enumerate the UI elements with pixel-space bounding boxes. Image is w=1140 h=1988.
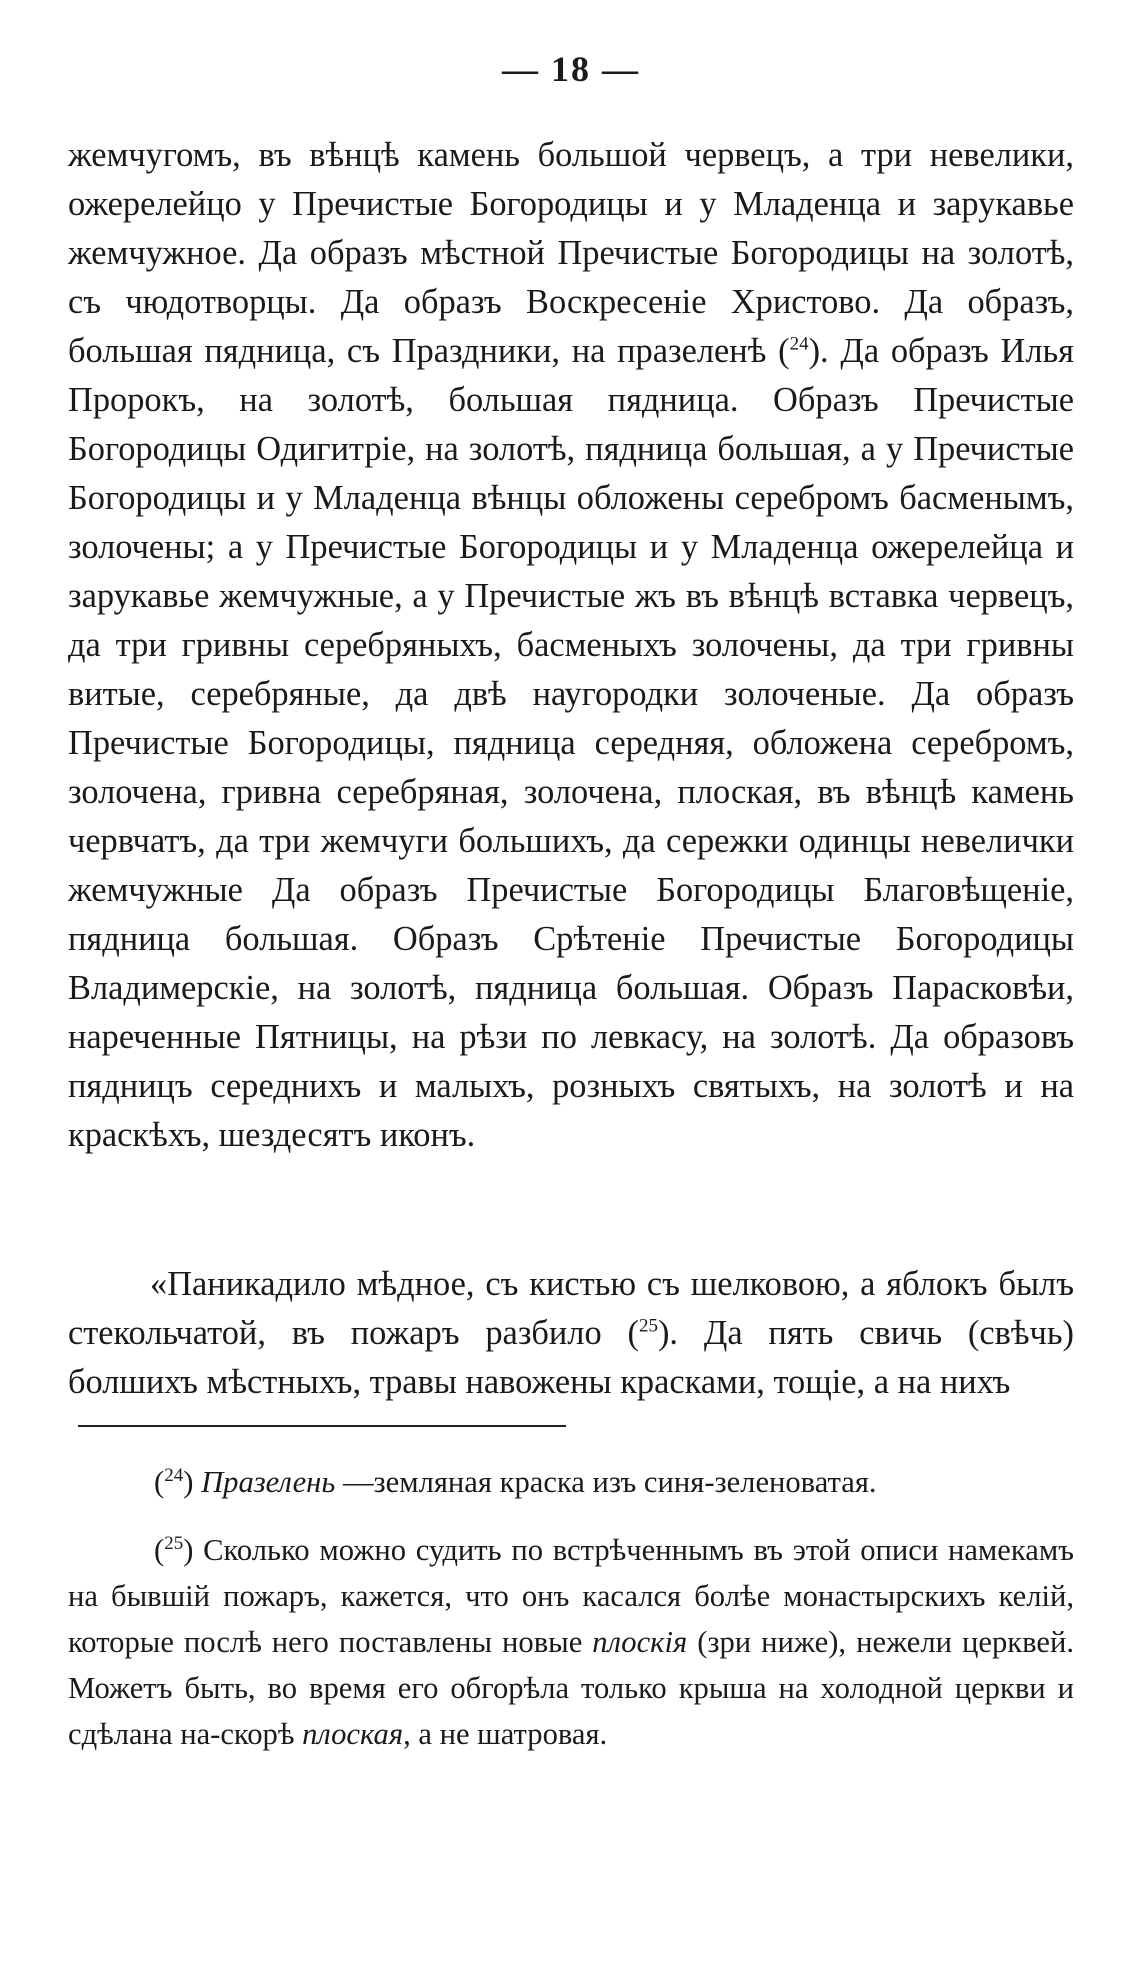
footnote-italic-term: плоскія (592, 1625, 688, 1659)
footnote-term: Празелень (201, 1465, 336, 1499)
footnote-number: 25 (164, 1532, 184, 1554)
paragraph-text: «Паникадило мѣдное, съ кистью съ шелковою, а яблокъ былъ стекольчатой, въ пожаръ разбило ( (68, 1265, 1074, 1352)
footnote-text: —земляная краска изъ синя-зеленоватая. (335, 1465, 877, 1499)
page-number: — 18 — (502, 49, 640, 89)
footnote-24 (68, 1459, 1074, 1505)
paragraph-text-continued: ). Да пять свичь (свѣчь) болшихъ мѣстныхъ, травы навожены красками, тощіе, а на нихъ (68, 1314, 1074, 1401)
footnote-number: 24 (164, 1464, 184, 1486)
footnote-paren-close: ) (183, 1533, 194, 1567)
footnote-reference-25[interactable]: 25 (638, 1315, 658, 1337)
footnote-25 (68, 1527, 1074, 1757)
footnote-paren-open: ( (154, 1465, 165, 1499)
paragraph-text-continued: ). Да образъ Илья Пророкъ, на золотѣ, большая пядница. Образъ Пречистые Богородицы Одигитріе, на золотѣ, пядница большая, а у Пречистые Богородицы и у Младенца вѣнцы обложены серебромъ басменымъ, золочены; а у Пречистые Богородицы и у Младенца ожерелейца и зарукавье жемчужные, а у Пречистые жъ въ вѣнцѣ вставка червецъ, да три гривны серебряныхъ, басменыхъ золочены, да три гривны витые, серебряные, да двѣ наугородки золоченые. Да образъ Пречистые Богородицы, пядница середняя, обложена серебромъ, золочена, гривна серебряная, золочена, плоская, въ вѣнцѣ камень червчатъ, да три жемчуги большихъ, да сережки одинцы невелички жемчужные Да образъ Пречистые Богородицы Благовѣщеніе, пядница большая. Образъ Срѣтеніе Пречистые Богородицы Владимерскіе, на золотѣ, пядница большая. Образъ Парасковѣи, нареченные Пятницы, на рѣзи по левкасу, на золотѣ. Да образовъ пядницъ середнихъ и малыхъ, розныхъ святыхъ, на золотѣ и на краскѣхъ, шездесятъ иконъ. (68, 332, 1074, 1154)
body-paragraph-1 (68, 131, 1074, 1160)
footnote-reference-24[interactable]: 24 (789, 333, 809, 355)
footnote-paren-open: ( (154, 1533, 165, 1567)
footnote-text: Сколько можно судить по встрѣченнымъ въ этой описи намекамъ на бывшій пожаръ, кажется, что онъ касался болѣе монастырскихъ келій, которые послѣ него поставлены новые (68, 1533, 1074, 1659)
footnote-italic-term: плоская (302, 1717, 404, 1751)
book-page (68, 0, 1074, 1988)
footnote-divider (78, 1425, 566, 1427)
footnote-text: (зри ниже), нежели церквей. Можетъ быть, во время его обгорѣла только крыша на холодной церкви и сдѣлана на-скорѣ (68, 1625, 1074, 1751)
footnote-paren-close: ) (183, 1465, 194, 1499)
footnote-text: , а не шатровая. (403, 1717, 608, 1751)
paragraph-text: жемчугомъ, въ вѣнцѣ камень большой червецъ, а три невелики, ожерелейцо у Пречистые Богородицы и у Младенца и зарукавье жемчужное. Да образъ мѣстной Пречистые Богородицы на золотѣ, съ чюдотворцы. Да образъ Воскресеніе Христово. Да образъ, большая пядница, съ Праздники, на празеленѣ ( (68, 136, 1074, 370)
body-paragraph-2 (68, 1260, 1074, 1407)
